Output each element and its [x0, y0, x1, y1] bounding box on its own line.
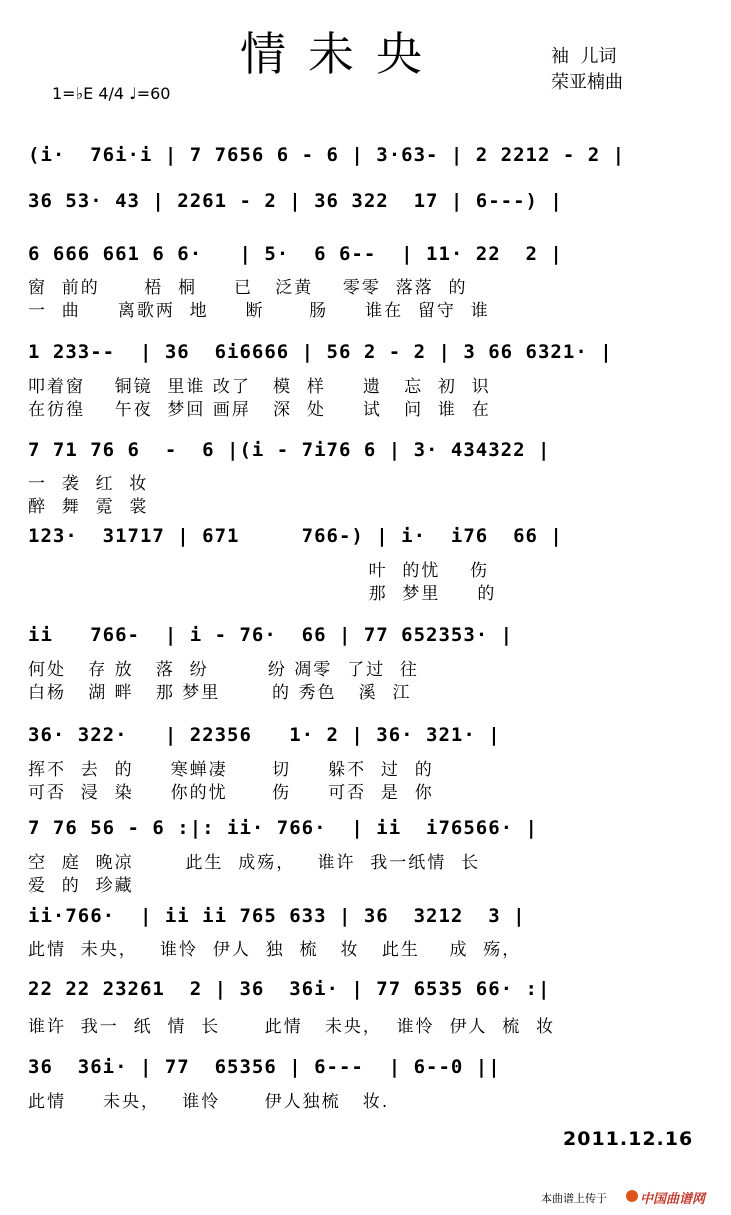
composer-credit: 荣亚楠曲	[551, 72, 623, 93]
key-tempo: 1=♭E 4/4 ♩=60	[52, 84, 171, 103]
notation-line: ii·766· | ii ii 765 633 | 36 3212 3 |	[28, 905, 526, 927]
lyric-line: 叶 的忧 伤	[28, 561, 489, 581]
lyricist-credit: 袖 儿词	[551, 46, 617, 67]
notation-line: 22 22 23261 2 | 36 36i· | 77 6535 66· :|	[28, 978, 551, 1000]
lyric-line: 何处 存 放 落 纷 纷 凋零 了过 往	[28, 660, 419, 680]
lyric-line: 可否 浸 染 你的忧 伤 可否 是 你	[28, 783, 434, 803]
lyric-line: 爱 的 珍藏	[28, 876, 134, 896]
upload-note: 本曲谱上传于	[541, 1192, 607, 1205]
lyric-line: 谁许 我一 纸 情 长 此情 未央， 谁怜 伊人 梳 妆	[28, 1017, 556, 1037]
lyric-line: 空 庭 晚凉 此生 成殇， 谁许 我一纸情 长	[28, 853, 481, 873]
lyric-line: 白杨 湖 畔 那 梦里 的 秀色 溪 江	[28, 683, 412, 703]
notation-line: 1 233-- | 36 6i6666 | 56 2 - 2 | 3 66 6321· |	[28, 341, 613, 363]
notation-line: 7 71 76 6 - 6 |(i - 7i76 6 | 3· 434322 |	[28, 439, 551, 461]
notation-line: 36 36i· | 77 65356 | 6--- | 6--0 ||	[28, 1056, 501, 1078]
lyric-line: 窗 前的 梧 桐 已 泛黄 零零 落落 的	[28, 278, 468, 298]
notation-line: (i· 76i·i | 7 7656 6 - 6 | 3·63- | 2 2212 - 2 |	[28, 144, 626, 166]
lyric-line: 那 梦里 的	[28, 584, 497, 604]
song-title: 情未央	[240, 27, 444, 81]
notation-line: 123· 31717 | 671 766-) | i· i76 66 |	[28, 525, 563, 547]
lyric-line: 此情 未央， 谁怜 伊人 独 梳 妆 此生 成 殇，	[28, 940, 522, 960]
lyric-line: 此情 未央， 谁怜 伊人独梳 妆.	[28, 1092, 390, 1112]
lyric-line: 一 袭 红 妆	[28, 474, 149, 494]
lyric-line: 在彷徨 午夜 梦回 画屏 深 处 试 问 谁 在	[28, 400, 491, 420]
lyric-line: 一 曲 离歌两 地 断 肠 谁在 留守 谁	[28, 301, 490, 321]
date-stamp: 2011.12.16	[563, 1128, 694, 1150]
notation-line: 6 666 661 6 6· | 5· 6 6-- | 11· 22 2 |	[28, 243, 563, 265]
lyric-line: 醉 舞 霓 裳	[28, 497, 149, 517]
notation-line: 36 53· 43 | 2261 - 2 | 36 322 17 | 6---) |	[28, 190, 563, 212]
notation-line: ii 766- | i - 76· 66 | 77 652353· |	[28, 624, 514, 646]
site-logo-icon	[626, 1190, 638, 1202]
lyric-line: 挥不 去 的 寒蝉凄 切 躲不 过 的	[28, 760, 434, 780]
lyric-line: 叩着窗 铜镜 里谁 改了 模 样 遗 忘 初 识	[28, 377, 491, 397]
notation-line: 36· 322· | 22356 1· 2 | 36· 321· |	[28, 724, 501, 746]
notation-line: 7 76 56 - 6 :|: ii· 766· | ii i76566· |	[28, 817, 538, 839]
site-logo[interactable]: 中国曲谱网	[640, 1192, 706, 1207]
